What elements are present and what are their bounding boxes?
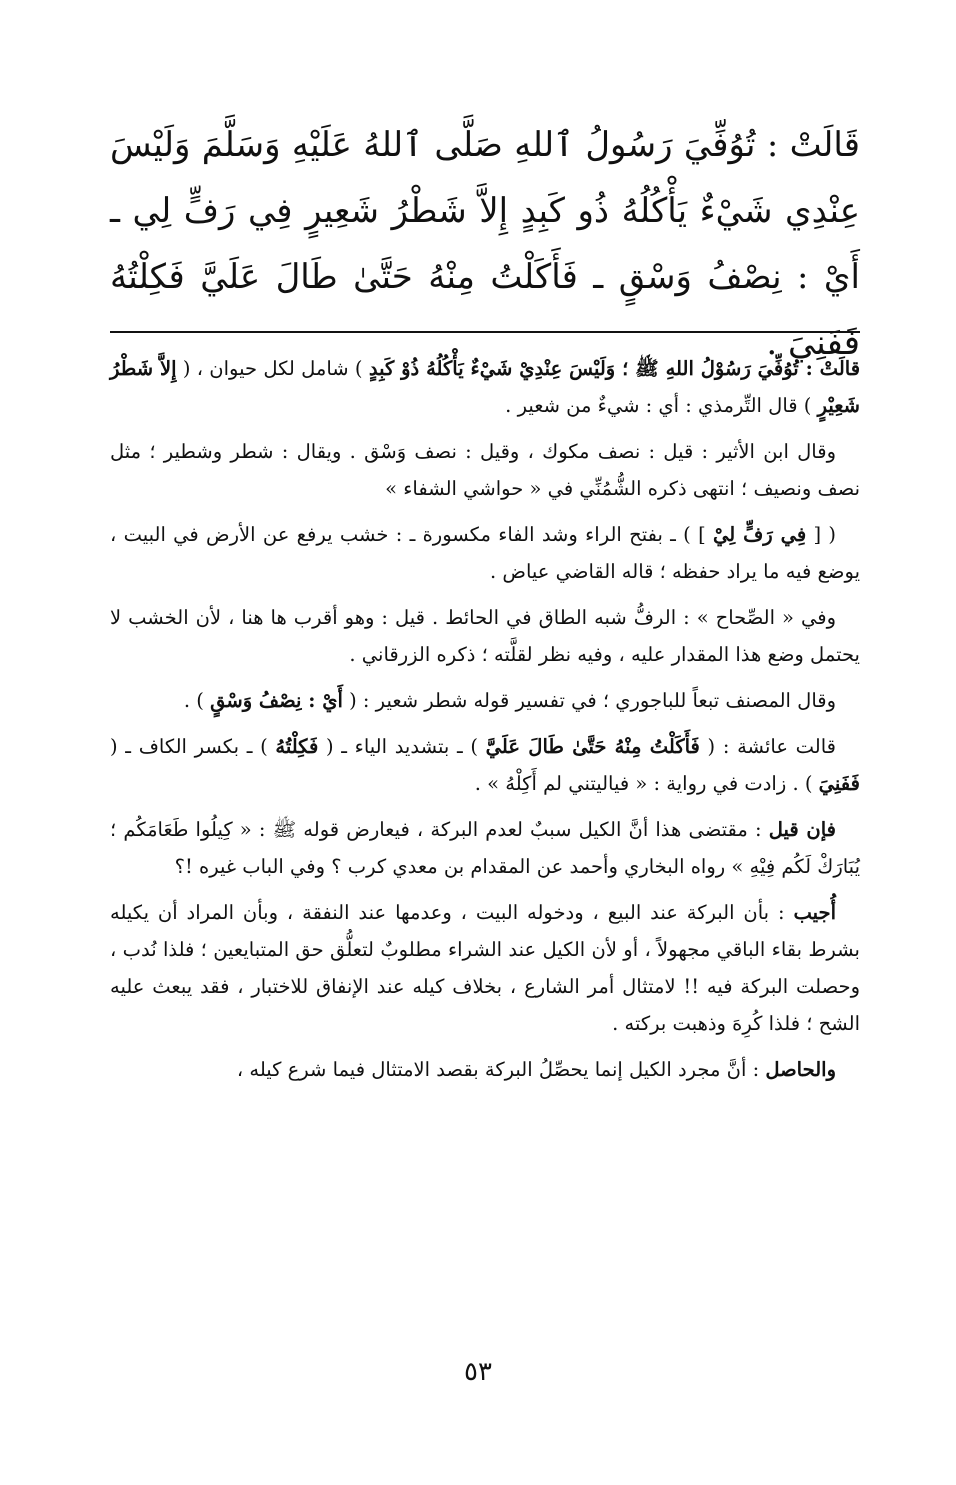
commentary-text: : بأن البركة عند البيع ، ودخوله البيت ، وعدمها عند النفقة ، وبأن المراد أن يكيله بشرط بقاء الباقي مجهولاً ، أو لأن الكيل عند الشراء مطلوبٌ لتعلُّق حق المتبايعين ؛ فلذا نُدب ، وحصلت البركة فيه !! لامتثال أمر الشارع ، بخلاف كيله عند الإنفاق للاختبار ، فقد يبعث عليه الشح ؛ فلذا كُرِهَ وذهبت بركته . — [110, 901, 860, 1035]
commentary-paragraph — [110, 433, 860, 507]
quoted-matn: أُجيب — [793, 901, 836, 924]
quoted-matn: فِي رَفٍّ لِيْ — [713, 523, 807, 546]
commentary-text: ) ـ بتشديد الياء ـ ( — [318, 735, 486, 758]
commentary-paragraph — [110, 728, 860, 802]
commentary-text: : أنَّ مجرد الكيل إنما يحصِّلُ البركة بقصد الامتثال فيما شرع كيله ، — [236, 1058, 766, 1081]
commentary-text: ) قال التِّرمذي : أي : شيءٌ من شعير . — [505, 394, 818, 417]
quoted-matn: فإن قيل — [768, 818, 836, 841]
commentary-text: ) . — [183, 689, 211, 712]
commentary-text: ] ) ـ بفتح الراء وشد الفاء مكسورة ـ : خشب يرفع عن الأرض في البيت ، يوضع فيه ما يراد حفظه ؛ قاله القاضي عياض . — [110, 523, 860, 583]
page-number: ٥٣ — [464, 1357, 492, 1387]
footnote-divider — [110, 331, 860, 333]
hadith-text: قَالَتْ : تُوُفِّيَ رَسُولُ ٱللهِ صَلَّى ٱللهُ عَلَيْهِ وَسَلَّمَ وَلَيْسَ عِنْدِي شَيْءٌ يَأْكُلُهُ ذُو كَبِدٍ إِلاَّ شَطْرُ شَعِيرٍ فِي رَفٍّ لِي ـ أَيْ : نِصْفُ وَسْقٍ ـ فَأَكَلْتُ مِنْهُ حَتَّىٰ طَالَ عَلَيَّ فَكِلْتُهُ فَفَنِيَ . — [110, 125, 860, 363]
commentary-text: : مقتضى هذا أنَّ الكيل سببٌ لعدم البركة ، فيعارض قوله ﷺ : « كِيلُوا طَعَامَكُم ؛ يُبَارَكْ لَكُم فِيْهِ » رواه البخاري وأحمد عن المقدام بن معدي كرب ؟ وفي الباب غيره !؟ — [110, 818, 860, 878]
commentary-text: ) شامل لكل حيوان ، ( — [176, 357, 369, 380]
commentary-paragraph — [110, 516, 860, 590]
quoted-matn: أَيْ : نِصْفُ وَسْقٍ — [210, 689, 343, 712]
commentary-paragraph — [110, 682, 860, 719]
quoted-matn: فَأَكَلْتُ مِنْهُ حَتَّىٰ طَالَ عَلَيَّ — [485, 735, 700, 758]
commentary-paragraph — [110, 350, 860, 424]
commentary-text: وفي « الصِّحاح » : الرفُّ شبه الطاق في الحائط . قيل : وهو أقرب ها هنا ، لأن الخشب لا يحتمل وضع هذا المقدار عليه ، وفيه نظر لقلَّته ؛ ذكره الزرقاني . — [110, 606, 860, 666]
commentary-text: قالت عائشة : ( — [699, 735, 836, 758]
quoted-matn: إِلاَّ شَطْرُ شَعِيْرٍ — [110, 357, 860, 417]
commentary-block — [110, 350, 860, 1097]
quoted-matn: قالَتْ : تُوُفِّيَ رَسُوْلُ اللهِ ﷺ ؛ وَلَيْسَ عِنْدِيْ شَيْءٌ يَأْكُلُهُ ذُوْ كَبِدٍ — [368, 357, 861, 380]
commentary-paragraph — [110, 599, 860, 673]
commentary-text: وقال المصنف تبعاً للباجوري ؛ في تفسير قوله شطر شعير : ( — [342, 689, 836, 712]
commentary-text: وقال ابن الأثير : قيل : نصف مكوك ، وقيل : نصف وَسْق . ويقال : شطر وشطير ؛ مثل نصف ونصيف ؛ انتهى ذكره الشُّمُنِّي في « حواشي الشفاء » — [110, 440, 860, 500]
commentary-text: ( [ — [806, 523, 836, 546]
commentary-text: ) ـ بكسر الكاف ـ ( — [110, 735, 276, 758]
commentary-paragraph — [110, 811, 860, 885]
hadith-block — [110, 112, 860, 376]
quoted-matn: فَكِلْتُهُ — [275, 735, 319, 758]
quoted-matn: فَفَنِيَ — [818, 772, 860, 795]
quoted-matn: والحاصل — [765, 1058, 836, 1081]
commentary-paragraph — [110, 1051, 860, 1088]
commentary-paragraph — [110, 894, 860, 1042]
commentary-text: ) . زادت في رواية : « فياليتني لم أَكِلْهُ » . — [474, 772, 819, 795]
